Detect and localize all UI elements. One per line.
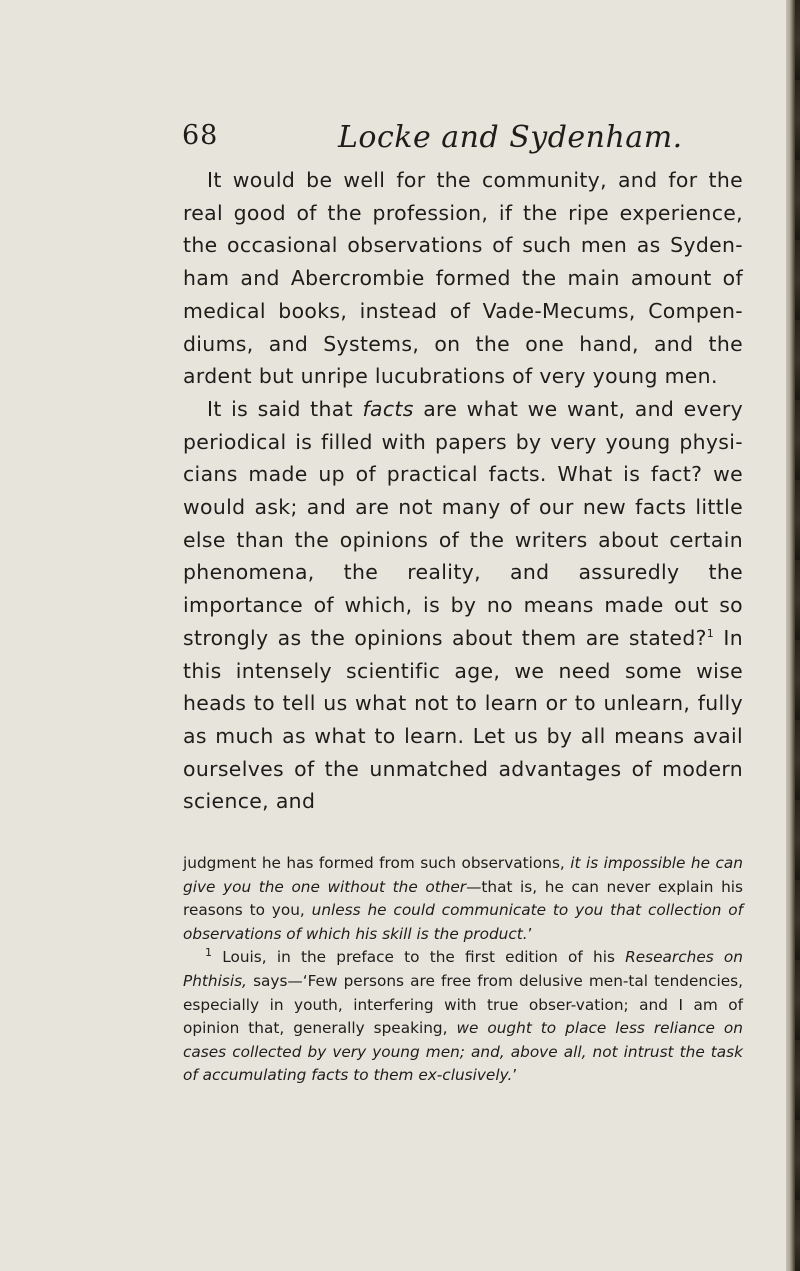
footnote-1-italic-quote: we ought to place less reliance on cases collected by very young men; and, above all, not intrust the task of accumulating facts to them ex-clusively. [183,1019,743,1085]
paragraph-2-text-1: It is said that [207,396,353,421]
footnote-continuation-text-2: —that is, he can never explain his reasons to you, [183,877,743,920]
footnote-1-text-3: ’ [512,1066,518,1085]
page-header [182,120,742,164]
footnote-continuation-italic-1: it is impossible he can give you the one without the other [183,854,743,896]
paragraph-2-text-3: In this intensely scientific age, we need some wise heads to tell us what not to learn or to unlearn, fully as much as what to learn. Let us by all means avail ourselves of the unmatched advantages of modern science, and [183,625,743,814]
footnote-1-text-2: says—‘Few persons are free from delusive men-tal tendencies, especially in youth, interfering with true obser-vation; and I am of opinion that, generally speaking, [183,971,743,1038]
footnote-continuation-text-3: ’ [527,924,533,943]
footnote-1-text-1: Louis, in the preface to the first edition of his [222,948,615,967]
footnotes [183,852,743,1088]
footnote-1-book-title: Researches on Phthisis, [183,948,743,990]
book-binding-edge [786,0,800,1271]
footnote-reference: 1 [706,627,715,641]
emphasis-facts: facts [362,396,414,421]
footnote-continuation [183,852,743,946]
page-number: 68 [182,120,219,151]
footnote-continuation-italic-2: unless he could communicate to you that collection of observations of which his skill is the product. [183,901,743,943]
main-text [183,164,743,818]
footnote-continuation-text-1: judgment he has formed from such observations, [183,854,565,872]
paragraph-2 [183,393,743,818]
footnote-1 [183,946,743,1088]
footnote-marker: 1 [205,946,212,960]
paragraph-1: It would be well for the community, and for the real good of the profession, if the ripe experience, the occasional observations of such men as Syden-ham and Abercrombie formed the main amount of medical books, instead of Vade-Mecums, Compen-diums, and Systems, on the one hand, and the ardent but unripe lucubrations of very young men. [183,168,743,389]
running-title: Locke and Sydenham. [338,120,683,155]
paragraph-2-text-2: are what we want, and every periodical is filled with papers by very young physi-cians made up of practical facts. What is fact? we would ask; and are not many of our new facts little else than the opinions of the writers about certain phenomena, the reality, and assuredly the importance of which, is by no means made out so strongly as the opinions about them are stated? [183,396,743,650]
